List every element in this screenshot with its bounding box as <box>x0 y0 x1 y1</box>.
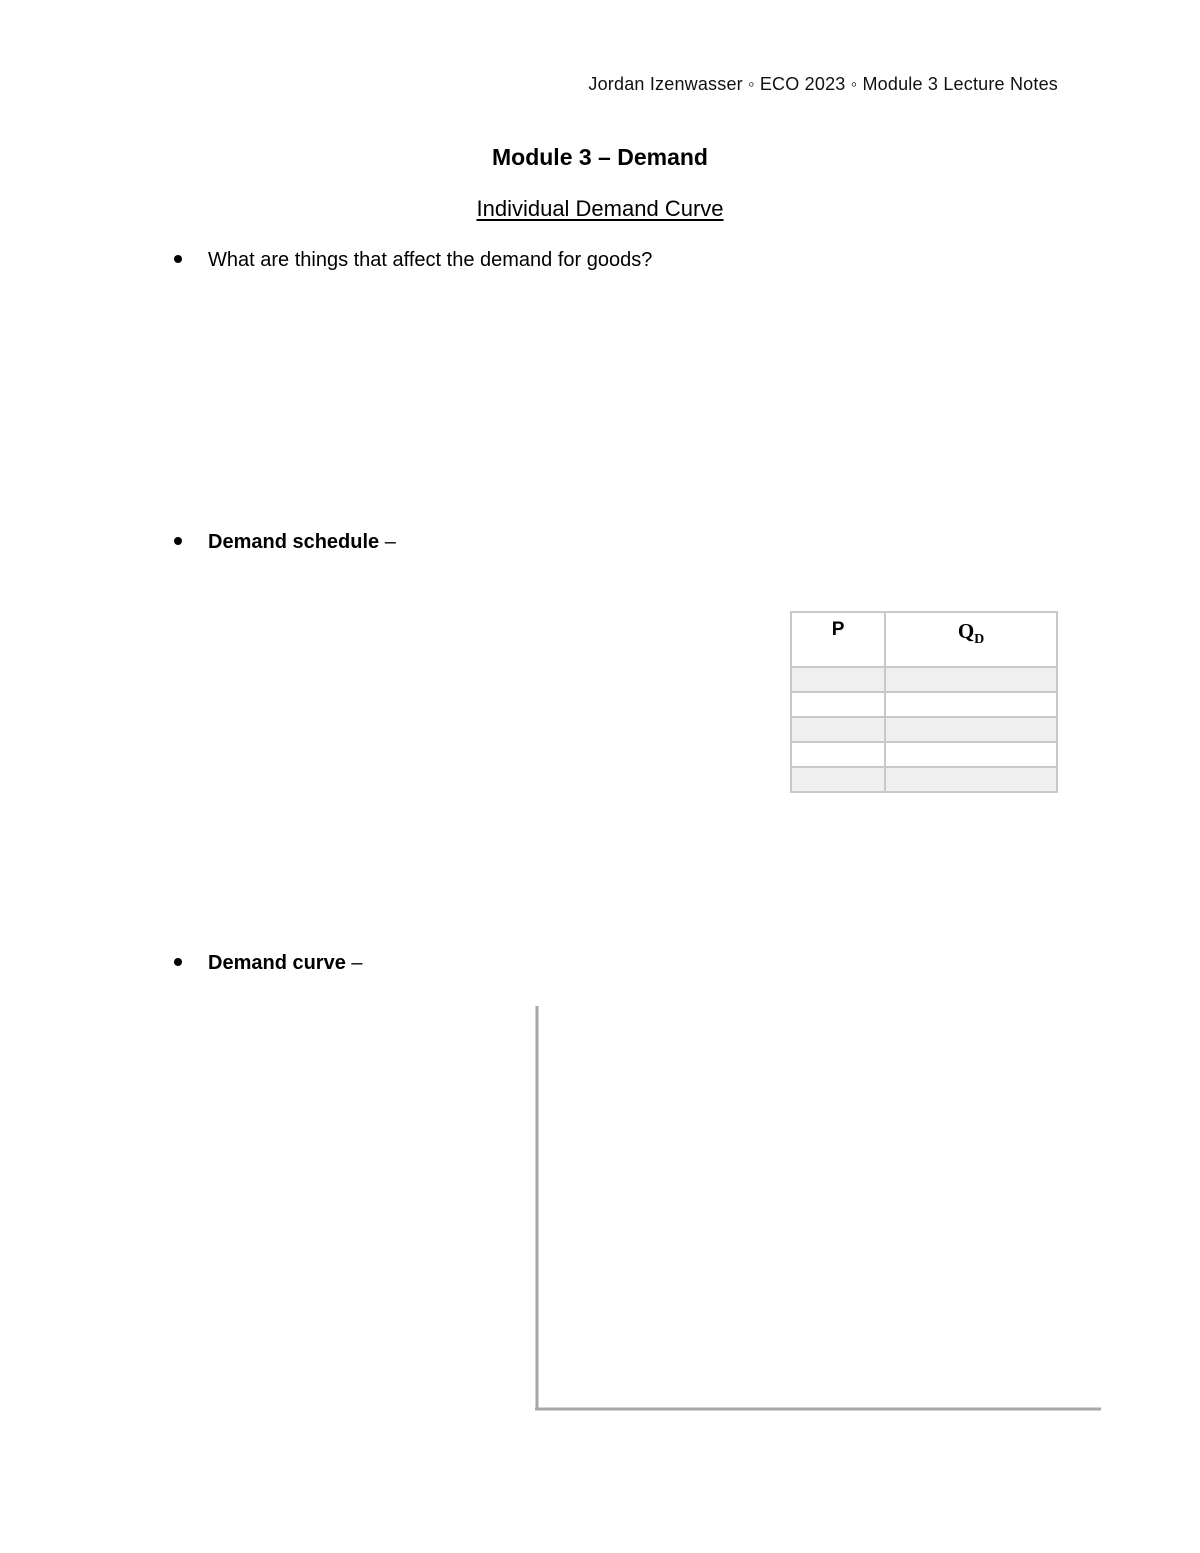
table-cell <box>791 717 885 742</box>
table-row <box>791 717 1057 742</box>
table-cell <box>885 667 1057 692</box>
blank-demand-graph <box>535 1006 1101 1412</box>
bullet-question-text: What are things that affect the demand for goods? <box>208 249 653 271</box>
page-header: Jordan Izenwasser ◦ ECO 2023 ◦ Module 3 Lecture Notes <box>588 74 1058 94</box>
price-header: P <box>791 612 885 667</box>
page-title: Module 3 – Demand <box>492 144 708 170</box>
bullet-demand-schedule <box>174 531 396 554</box>
table-row <box>791 667 1057 692</box>
bullet-question <box>174 249 652 272</box>
table-header-row <box>791 612 1057 667</box>
table-cell <box>885 742 1057 767</box>
quantity-header-main: Q <box>957 619 975 643</box>
quantity-header-sub: D <box>974 632 985 648</box>
table-cell <box>885 717 1057 742</box>
bullet-dot-icon <box>174 537 182 545</box>
table-cell <box>791 767 885 792</box>
demand-schedule-dash: – <box>379 531 396 553</box>
bullet-dot-icon <box>174 255 182 263</box>
table-cell <box>791 692 885 717</box>
table-row <box>791 742 1057 767</box>
demand-curve-term: Demand curve <box>208 952 346 974</box>
quantity-demanded-header <box>885 612 1057 667</box>
bullet-dot-icon <box>174 958 182 966</box>
table-cell <box>885 767 1057 792</box>
section-subtitle: Individual Demand Curve <box>476 196 724 221</box>
demand-schedule-table <box>790 611 1058 793</box>
table-cell <box>885 692 1057 717</box>
demand-schedule-term: Demand schedule <box>208 531 380 553</box>
bullet-demand-curve <box>174 952 363 975</box>
table-cell <box>791 667 885 692</box>
table-cell <box>791 742 885 767</box>
table-row <box>791 767 1057 792</box>
demand-curve-dash: – <box>345 952 363 974</box>
table-row <box>791 692 1057 717</box>
